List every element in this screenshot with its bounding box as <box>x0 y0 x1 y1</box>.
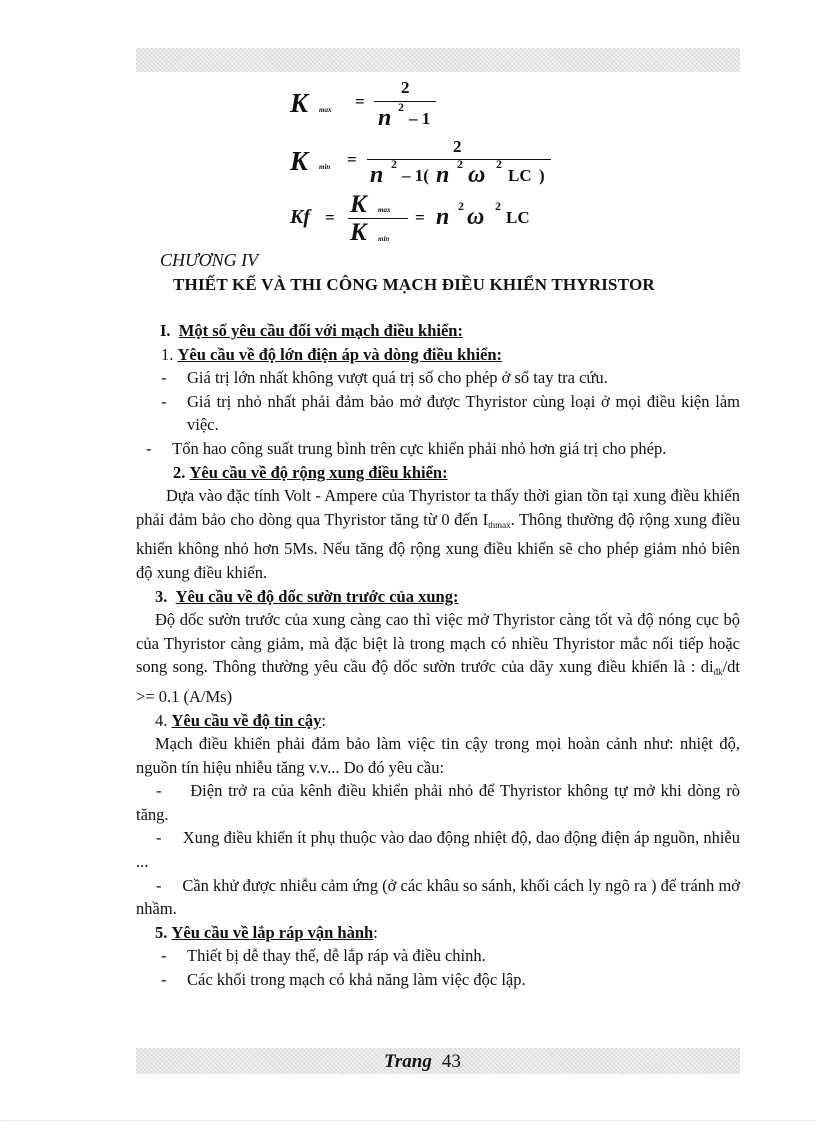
formula-close-paren: ) <box>539 166 545 185</box>
formula-exponent: 2 <box>457 157 463 171</box>
section-heading <box>136 319 740 343</box>
formula-denominator-n: n <box>370 162 384 188</box>
formula-numerator: 2 <box>453 137 462 156</box>
formula-subscript: min <box>319 163 331 171</box>
bullet-text: Giá trị lớn nhất không vượt quá trị số cho phép ở sổ tay tra cứu. <box>187 368 608 388</box>
bullet-text: Điện trở ra của kênh điều khiển phải nhỏ để Thyristor không tự mở khi dòng rò tăng. <box>136 781 740 824</box>
formula-subscript: min <box>378 235 390 243</box>
paragraph <box>136 732 740 779</box>
subscript: thmax <box>488 519 511 530</box>
formula-exponent: 2 <box>391 157 397 171</box>
item-number: 4. <box>155 710 168 730</box>
list-item <box>136 968 740 992</box>
item-title: Yêu cầu về độ dốc sườn trước của xung: <box>175 586 459 606</box>
formula-denominator-rest: – 1 <box>409 109 431 128</box>
paragraph-text: Mạch điều khiển phải đảm bảo làm việc tin cậy trong mọi hoàn cảnh như: nhiệt độ, nguồn tín hiệu nhiễu tăng v.v... Do đó yêu cầu: <box>136 734 740 777</box>
formula-lc: LC <box>506 208 530 227</box>
formula-equals: = <box>325 208 335 227</box>
list-item <box>136 944 740 968</box>
formula-omega: ω <box>467 204 485 230</box>
page-number-value: 43 <box>441 1051 461 1072</box>
subscript: đk <box>713 667 723 678</box>
formula-omega: ω <box>468 162 486 188</box>
formula-equals: = <box>415 208 425 227</box>
formula-n: n <box>436 204 450 230</box>
item-number: 5. <box>155 922 168 942</box>
formula-lc: LC <box>508 166 532 185</box>
bullet-mark: - <box>161 970 167 990</box>
paragraph <box>136 484 740 584</box>
paragraph-text: Dựa vào đặc tính Volt - Ampere của Thyristor ta thấy thời gian tồn tại xung điều khiển phải đảm bảo cho dòng qua Thyristor tăng từ 0 đến I <box>136 486 740 529</box>
item-colon: : <box>373 922 378 942</box>
item-number: 3. <box>155 586 168 606</box>
formula-denominator-n2: n <box>436 162 450 188</box>
formula-denominator-n: n <box>378 105 392 131</box>
list-item <box>136 390 740 437</box>
item-heading <box>136 921 740 945</box>
section-title: Một số yêu cầu đối với mạch điều khiển: <box>178 321 463 340</box>
chapter-label: CHƯƠNG IV <box>160 250 259 270</box>
item-number: 1. <box>161 344 174 364</box>
list-item <box>136 437 740 461</box>
bullet-mark: - <box>156 781 162 801</box>
formula-exponent: 2 <box>458 199 464 213</box>
formula-den-k: K <box>350 219 367 246</box>
section-number: I. <box>160 321 171 340</box>
formula-equals: = <box>355 92 365 111</box>
item-heading <box>136 461 740 485</box>
item-title: Yêu cầu về độ lớn điện áp và dòng điều khiển: <box>177 344 503 364</box>
chapter-title: THIẾT KẾ VÀ THI CÔNG MẠCH ĐIỀU KHIỂN THYRISTOR <box>173 275 655 294</box>
bullet-text: Thiết bị dễ thay thế, dễ lắp ráp và điều chỉnh. <box>187 946 486 966</box>
item-heading <box>136 585 740 609</box>
formula-symbol: K <box>290 88 309 118</box>
bullet-mark: - <box>161 391 167 411</box>
formula-denominator-mid: – 1( <box>402 166 429 185</box>
paragraph <box>136 608 740 708</box>
formula-exponent: 2 <box>496 157 502 171</box>
bullet-text: Cần khử được nhiễu cảm ứng (ở các khâu so sánh, khối cách ly ngõ ra ) để tránh mở nhầm. <box>136 875 741 919</box>
item-heading <box>136 343 740 367</box>
list-item <box>136 366 740 390</box>
formula-subscript: max <box>378 206 391 214</box>
formula-exponent: 2 <box>398 100 404 114</box>
formula-equals: = <box>347 150 357 169</box>
bullet-mark: - <box>156 828 162 848</box>
list-item <box>136 779 740 826</box>
item-colon: : <box>321 710 326 730</box>
item-number: 2. <box>173 462 186 482</box>
formula-exponent: 2 <box>495 199 501 213</box>
bullet-mark: - <box>146 438 152 458</box>
page-number <box>384 1051 461 1073</box>
formula-symbol: Kf <box>290 206 310 228</box>
paragraph-text: . Thông thường độ rộng xung điều khiển không nhỏ hơn 5Ms. Nếu tăng độ rộng xung điều khiển sẽ cho phép giảm nhỏ biên độ xung điều khiển. <box>136 509 741 582</box>
paragraph-text: Độ dốc sườn trước của xung càng cao thì việc mở Thyristor càng tốt và độ nóng cục bộ của Thyristor càng giảm, mà đặc biệt là trong mạch có nhiều Thyristor mắc nối tiếp hoặc song song. Thông thường yêu cầu độ dốc sườn trước của dãy xung điều khiển là : di <box>136 610 740 677</box>
list-item <box>136 874 740 921</box>
bullet-text: Các khối trong mạch có khả năng làm việc độc lập. <box>187 970 526 990</box>
bullet-text: Giá trị nhỏ nhất phải đảm bảo mở được Thyristor cùng loại ở mọi điều kiện làm việc. <box>187 391 740 435</box>
formula-symbol: K <box>290 146 309 176</box>
bullet-mark: - <box>161 946 167 966</box>
item-title: Yêu cầu về độ rộng xung điều khiển: <box>189 462 448 482</box>
bullet-text: Tổn hao công suất trung bình trên cực khiển phải nhỏ hơn giá trị cho phép. <box>172 438 667 458</box>
item-title: Yêu cầu về độ tin cậy <box>171 710 322 730</box>
paragraph-text: /dt >= 0.1 (A/Ms) <box>136 657 740 706</box>
formula-numerator: 2 <box>401 78 410 97</box>
bullet-mark: - <box>161 368 167 388</box>
header-band <box>136 48 740 72</box>
list-item <box>136 826 740 873</box>
item-heading <box>136 709 740 733</box>
formula-num-k: K <box>350 191 367 218</box>
page-label-text: Trang <box>384 1051 432 1072</box>
body-text <box>136 319 740 992</box>
formula-subscript: max <box>319 106 332 114</box>
page-divider <box>0 1120 816 1121</box>
fraction-bar <box>374 101 436 102</box>
item-title: Yêu cầu về lắp ráp vận hành <box>171 922 374 942</box>
bullet-mark: - <box>156 875 162 895</box>
bullet-text: Xung điều khiển ít phụ thuộc vào dao động nhiệt độ, dao động điện áp nguồn, nhiễu ... <box>136 828 740 872</box>
